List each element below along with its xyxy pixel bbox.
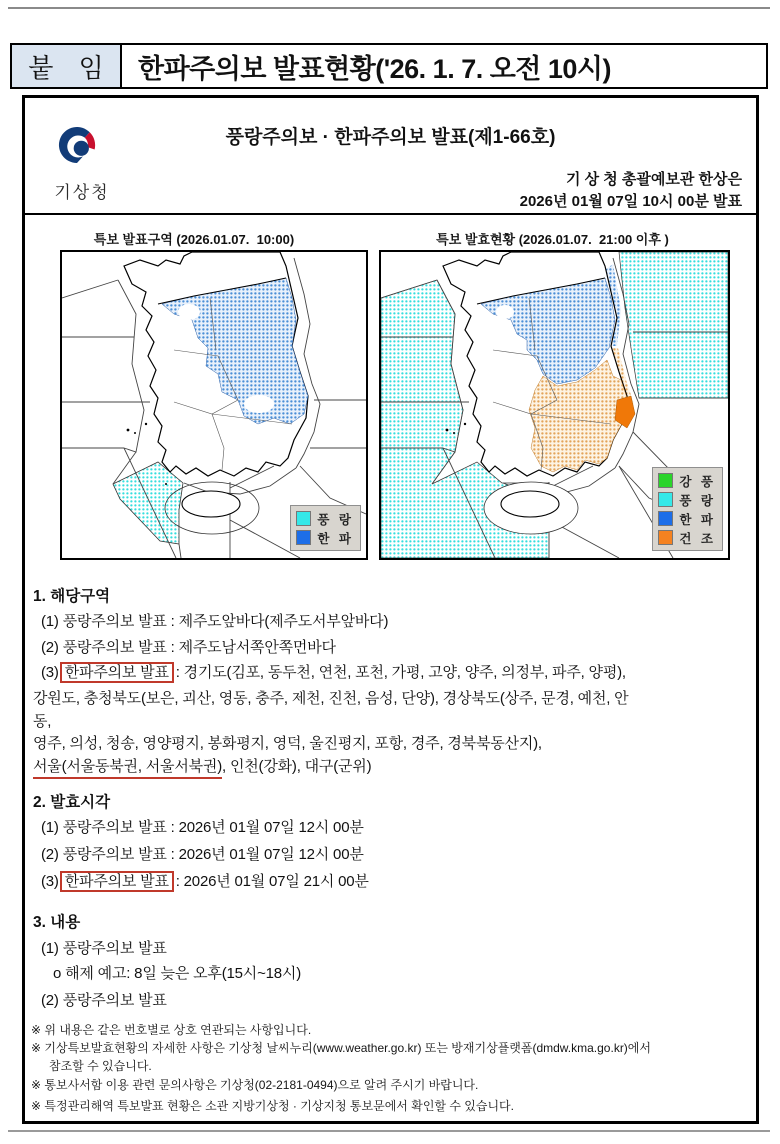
item-number: (3) — [41, 664, 59, 681]
item-text: : 경기도(김포, 동두천, 연천, 포천, 가평, 고양, 양주, 의정부, 파주, 양평), — [175, 664, 626, 681]
item-text: : 2026년 01월 07일 21시 00분 — [175, 873, 369, 890]
bottom-divider — [8, 1130, 770, 1132]
legend-left — [290, 505, 361, 551]
map-title-effective-status: 특보 발효현황 (2026.01.07. 21:00 이후 ) — [436, 232, 669, 247]
bulletin-title: 풍랑주의보 · 한파주의보 발표(제1-66호) — [225, 127, 556, 148]
footnote-4: ※ 특정관리해역 특보발표 현황은 소관 지방기상청 · 기상지청 통보문에서 확인할 수 있습니다. — [31, 1099, 514, 1113]
section2-heading: 2. 발효시각 — [33, 794, 111, 811]
section1-cont4 — [33, 755, 371, 779]
section1-heading: 1. 해당구역 — [33, 588, 111, 605]
legend-item — [658, 490, 716, 509]
legend-swatch-hanpa — [296, 530, 311, 545]
section3-item2: (2) 풍랑주의보 발표 — [41, 992, 167, 1009]
seoul-underline: 서울(서울동북권, 서울서북권) — [33, 755, 222, 779]
legend-item — [658, 471, 716, 490]
section2-item3 — [41, 870, 369, 891]
footnote-3: ※ 통보사서함 이용 관련 문의사항은 기상청(02-2181-0494)으로 알려 주시기 바랍니다. — [31, 1078, 479, 1092]
legend-label-geonjo: 건 조 — [679, 531, 716, 546]
footnote-2a: ※ 기상특보발효현황의 자세한 사항은 기상청 날씨누리(www.weather.go.kr) 또는 방재기상플랫폼(dmdw.kma.go.kr)에서 — [31, 1041, 651, 1055]
section2-item1: (1) 풍랑주의보 발표 : 2026년 01월 07일 12시 00분 — [41, 819, 364, 836]
attachment-label: 붙 임 — [12, 45, 122, 87]
header-divider — [25, 213, 756, 215]
footnote-2b: 참조할 수 있습니다. — [49, 1059, 152, 1073]
legend-item — [658, 509, 716, 528]
legend-label-hanpa: 한 파 — [317, 531, 354, 546]
legend-label-hanpa: 한 파 — [679, 512, 716, 527]
issued-at-line: 2026년 01월 07일 10시 00분 발표 — [519, 193, 742, 210]
section1-item3 — [41, 661, 626, 682]
section3-sub1: o 해제 예고: 8일 늦은 오후(15시~18시) — [53, 965, 301, 982]
map-issued-areas — [60, 250, 368, 560]
map-effective-status — [379, 250, 730, 560]
legend-swatch-geonjo — [658, 530, 673, 545]
section2-item2: (2) 풍랑주의보 발표 : 2026년 01월 07일 12시 00분 — [41, 846, 364, 863]
item-text: , 인천(강화), 대구(군위) — [222, 758, 372, 775]
issuer-line: 기 상 청 총괄예보관 한상은 — [565, 171, 742, 188]
item-number: (3) — [41, 873, 59, 890]
map-title-issued-areas: 특보 발표구역 (2026.01.07. 10:00) — [93, 232, 295, 247]
section3-item1: (1) 풍랑주의보 발표 — [41, 940, 167, 957]
legend-label-gangpung: 강 풍 — [679, 474, 716, 489]
section1-item1: (1) 풍랑주의보 발표 : 제주도앞바다(제주도서부앞바다) — [41, 613, 389, 630]
document-title: 한파주의보 발표현황('26. 1. 7. 오전 10시) — [138, 53, 611, 84]
legend-swatch-pungnang — [658, 492, 673, 507]
legend-item — [296, 528, 354, 547]
legend-swatch-hanpa — [658, 511, 673, 526]
section3-heading: 3. 내용 — [33, 914, 81, 931]
cold-wave-highlight-box: 한파주의보 발표 — [60, 662, 174, 683]
attachment-title-bar — [10, 43, 768, 89]
legend-item — [658, 528, 716, 547]
legend-label-pungnang: 풍 랑 — [679, 493, 716, 508]
legend-label-pungnang: 풍 랑 — [317, 512, 354, 527]
legend-item — [296, 509, 354, 528]
legend-swatch-pungnang — [296, 511, 311, 526]
footnote-1: ※ 위 내용은 같은 번호별로 상호 연관되는 사항입니다. — [31, 1023, 312, 1037]
section1-cont3: 영주, 의성, 청송, 영양평지, 봉화평지, 영덕, 울진평지, 포항, 경주, 경북북동산지), — [33, 735, 542, 752]
bulletin-box — [22, 95, 759, 1124]
cold-wave-highlight-box: 한파주의보 발표 — [60, 871, 174, 892]
jeju-island — [484, 482, 578, 534]
legend-swatch-gangpung — [658, 473, 673, 488]
section1-item2: (2) 풍랑주의보 발표 : 제주도남서쪽안쪽먼바다 — [41, 639, 336, 656]
section1-cont2: 동, — [33, 713, 52, 730]
section1-cont1: 강원도, 충청북도(보은, 괴산, 영동, 충주, 제천, 진천, 음성, 단양), 경상북도(상주, 문경, 예천, 안 — [33, 690, 629, 707]
agency-name: 기상청 — [54, 183, 110, 202]
legend-right — [652, 467, 723, 551]
top-divider — [8, 7, 770, 9]
